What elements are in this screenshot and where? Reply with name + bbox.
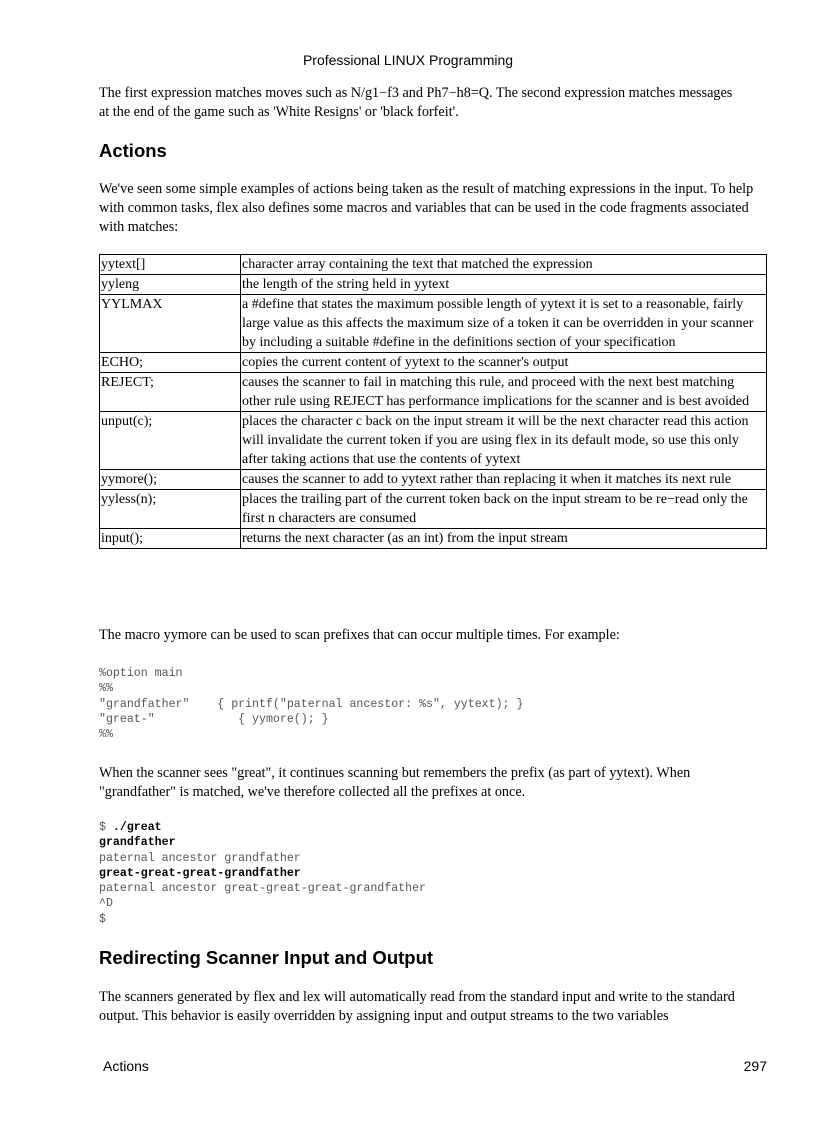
code-line: "great-" { yymore(); } <box>99 712 329 726</box>
macro-name-cell: yytext[] <box>100 255 241 275</box>
section-heading-actions: Actions <box>99 140 167 161</box>
intro-paragraph: The first expression matches moves such as N/g1−f3 and Ph7−h8=Q. The second expression matches messages at the end of the game such as 'White Resigns' or 'black forfeit'. <box>99 85 733 120</box>
shell-prompt: $ <box>99 821 113 834</box>
footer-section-name: Actions <box>103 1058 149 1074</box>
code-line: %% <box>99 728 113 742</box>
code-line: "grandfather" { printf("paternal ancestor: %s", yytext); } <box>99 697 524 711</box>
program-output: paternal ancestor grandfather <box>99 851 301 865</box>
table-row <box>100 275 767 295</box>
table-row <box>100 490 767 529</box>
section-heading-redirecting: Redirecting Scanner Input and Output <box>99 947 434 968</box>
table-row <box>100 470 767 490</box>
macro-description-cell: returns the next character (as an int) from the input stream <box>241 529 767 549</box>
macro-name-cell: yyleng <box>100 275 241 295</box>
code-line: %% <box>99 682 113 696</box>
macros-table <box>99 254 767 549</box>
macro-name-cell: REJECT; <box>100 373 241 412</box>
macro-description-cell: a #define that states the maximum possible length of yytext it is set to a reasonable, fairly large value as this affects the maximum size of a token it can be overridden in your scanner by including a suitable #define in the definitions section of your specification <box>241 295 767 353</box>
macro-description-cell: places the trailing part of the current token back on the input stream to be re−read only the first n characters are consumed <box>241 490 767 529</box>
table-row <box>100 295 767 353</box>
table-row <box>100 412 767 470</box>
after-table-paragraph: The macro yymore can be used to scan prefixes that can occur multiple times. For example: <box>99 627 620 643</box>
table-row <box>100 255 767 275</box>
macro-name-cell: YYLMAX <box>100 295 241 353</box>
table-row <box>100 529 767 549</box>
macro-description-cell: causes the scanner to add to yytext rather than replacing it when it matches its next rule <box>241 470 767 490</box>
code-line: %option main <box>99 667 183 680</box>
running-header: Professional LINUX Programming <box>302 52 514 68</box>
macro-name-cell: yymore(); <box>100 470 241 490</box>
macro-description-cell: causes the scanner to fail in matching this rule, and proceed with the next best matching other rule using REJECT has performance implications for the scanner and is best avoided <box>241 373 767 412</box>
macro-description-cell: character array containing the text that matched the expression <box>241 255 767 275</box>
macro-name-cell: ECHO; <box>100 353 241 373</box>
redirecting-paragraph: The scanners generated by flex and lex will automatically read from the standard input and write to the standard output. This behavior is easily overridden by assigning input and output streams to the two variables <box>99 989 735 1024</box>
table-row <box>100 353 767 373</box>
typed-input: great-great-great-grandfather <box>99 866 301 880</box>
macro-description-cell: places the character c back on the input stream it will be the next character read this action will invalidate the current token if you are using flex in its default mode, so use this only after taking actions that use the contents of yytext <box>241 412 767 470</box>
table-row <box>100 373 767 412</box>
code-listing <box>99 666 523 742</box>
macro-description-cell: copies the current content of yytext to the scanner's output <box>241 353 767 373</box>
macro-name-cell: unput(c); <box>100 412 241 470</box>
shell-prompt: $ <box>99 912 106 926</box>
macro-name-cell: yyless(n); <box>100 490 241 529</box>
command-input: ./great <box>112 821 162 834</box>
yymore-explanation-paragraph: When the scanner sees "great", it continues scanning but remembers the prefix (as part of yytext). When "grandfather" is matched, we've therefore collected all the prefixes at once. <box>99 765 691 800</box>
actions-paragraph: We've seen some simple examples of actions being taken as the result of matching expressions in the input. To help with common tasks, flex also defines some macros and variables that can be used in the code fragments associated with matches: <box>99 181 754 235</box>
program-output: paternal ancestor great-great-great-grandfather <box>99 882 426 896</box>
terminal-session <box>99 820 426 927</box>
eof-marker: ^D <box>99 897 113 911</box>
typed-input: grandfather <box>99 836 176 850</box>
macro-description-cell: the length of the string held in yytext <box>241 275 767 295</box>
page-number: 297 <box>743 1058 767 1074</box>
macro-name-cell: input(); <box>100 529 241 549</box>
